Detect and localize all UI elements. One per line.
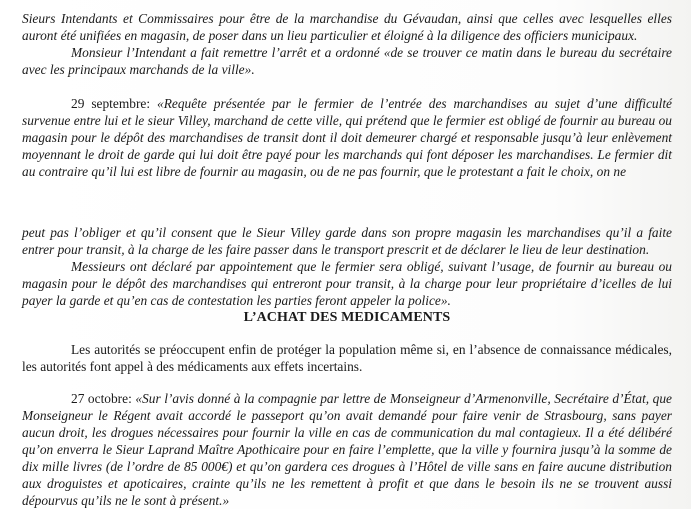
document-page xyxy=(22,10,672,509)
paragraph-intendant-order: Monsieur l’Intendant a fait remettre l’arrêt et a ordonné «de se trouver ce matin dans le bureau du secrétaire avec les principaux marchands de la ville». xyxy=(22,45,672,77)
paragraph-autorites: Les autorités se préoccupent enfin de protéger la population même si, en l’absence de connaissance médicales, les autorités font appel à des médicaments aux effets incertains. xyxy=(22,342,672,374)
paragraph-villey-continuation: peut pas l’obliger et qu’il consent que le Sieur Villey garde dans son propre magasin les marchandises qu’il a faite entrer pour transit, à la charge de les faire passer dans le transport prescrit et de déclarer le lieu de leur destination. xyxy=(22,225,672,257)
quote-requete-fermier: «Requête présentée par le fermier de l’entrée des marchandises au sujet d’une difficulté survenue entre lui et le sieur Villey, marchand de cette ville, qui prétend que le fermier est obligé de fournir au bureau ou magasin pour le dépôt des marchandises de transit dont il doit demeurer chargé et responsable jusqu’à leur enlèvement moyennant le droit de garde qui lui doit être payé pour les marchands qui font déposer les marchandises. Le fermier dit au contraire qu’il lui est libre de fournir au magasin, ou de ne pas fournir, que le protestant a fait le choix, on ne xyxy=(22,96,673,179)
date-29-septembre: 29 septembre: xyxy=(71,96,158,111)
section-heading: L’ACHAT DES MEDICAMENTS xyxy=(243,310,451,325)
paragraph-29-septembre xyxy=(22,95,672,180)
paragraph-intendants: Sieurs Intendants et Commissaires pour être de la marchandise du Gévaudan, ainsi que celles avec lesquelles elles auront été unifiées en magasin, de poser dans un lieu particulier et éloigné à la diligence des officiers municipaux. xyxy=(22,11,672,43)
date-27-octobre: 27 octobre: xyxy=(71,391,136,406)
paragraph-27-octobre xyxy=(22,390,672,509)
quote-avis-compagnie: «Sur l’avis donné à la compagnie par lettre de Monseigneur d’Armenonville, Secrétaire d’État, que Monseigneur le Régent avait accordé le passeport qu’on avait demandé pour faire venir de Strasbourg, sans payer aucun droit, les drogues nécessaires pour fournir la ville en cas de communication du mal contagieux. Il a été délibéré qu’on enverra le Sieur Laprand Maître Apothicaire pour en faire l’emplette, que la ville y fournira jusqu’à la somme de dix mille livres (de l’ordre de 85 000€) et qu’on gardera ces drogues à l’Hôtel de ville sans en faire aucune distribution aux droguistes et apoticaires, crainte qu’ils ne les remettent à profit et que dans le besoin ils ne se trouvent aussi dépourvus qu’ils ne le sont à présent.» xyxy=(22,391,673,508)
paragraph-messieurs-declare: Messieurs ont déclaré par appointement que le fermier sera obligé, suivant l’usage, de fournir au bureau ou magasin pour le dépôt des marchandises qui entreront pour transit, à la charge pour leur propriétaire d’icelles de lui payer la garde et qu’en cas de contestation les parties feront appeler la police». xyxy=(22,259,672,308)
